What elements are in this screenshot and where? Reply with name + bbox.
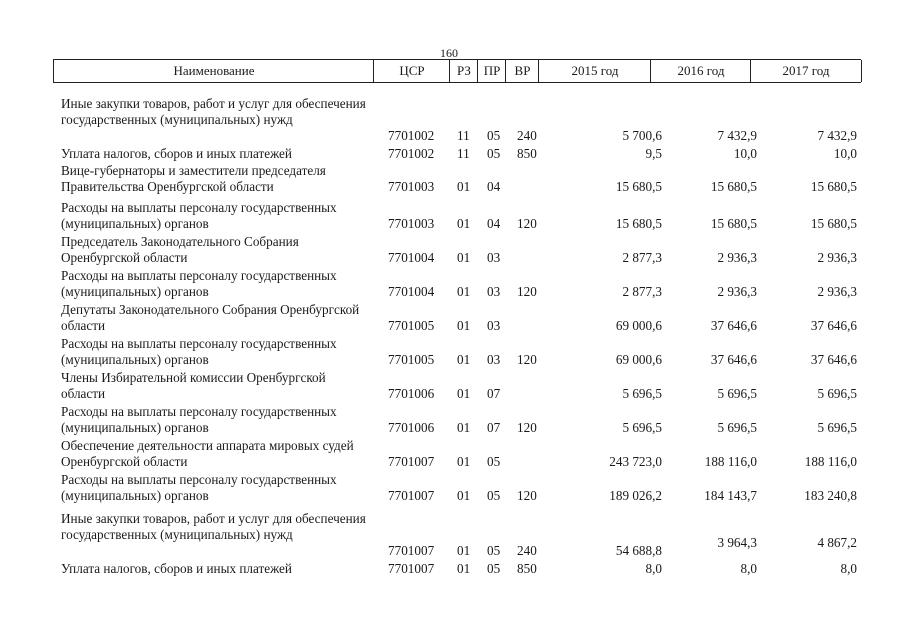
cell-csr: 7701005 [388, 318, 435, 333]
header-2016: 2016 год [650, 60, 751, 82]
cell-vr: 120 [517, 420, 537, 435]
cell-y2016: 2 936,3 [717, 284, 757, 299]
cell-y2016: 8,0 [740, 561, 757, 576]
table-row [0, 404, 905, 436]
cell-rz: 01 [457, 454, 471, 469]
cell-csr: 7701003 [388, 179, 435, 194]
cell-y2015: 2 877,3 [622, 284, 662, 299]
cell-rz: 01 [457, 386, 471, 401]
cell-rz: 11 [457, 146, 470, 161]
cell-pr: 07 [487, 386, 501, 401]
cell-vr: 120 [517, 284, 537, 299]
table-row [0, 511, 905, 559]
cell-rz: 01 [457, 543, 471, 558]
table-row [0, 472, 905, 504]
cell-y2017: 7 432,9 [817, 128, 857, 143]
cell-pr: 05 [487, 146, 501, 161]
cell-y2017: 188 116,0 [804, 454, 857, 469]
cell-y2016: 37 646,6 [710, 318, 757, 333]
table-row [0, 146, 905, 162]
row-name: Иные закупки товаров, работ и услуг для обеспечения государственных (муниципальных) нужд [61, 96, 366, 127]
row-name: Уплата налогов, сборов и иных платежей [61, 146, 292, 161]
cell-rz: 01 [457, 250, 471, 265]
cell-vr: 120 [517, 352, 537, 367]
cell-y2017: 2 936,3 [817, 284, 857, 299]
cell-y2015: 15 680,5 [615, 179, 662, 194]
cell-pr: 03 [487, 318, 501, 333]
cell-pr: 05 [487, 561, 501, 576]
cell-vr: 850 [517, 146, 537, 161]
cell-pr: 05 [487, 128, 501, 143]
cell-pr: 03 [487, 284, 501, 299]
table-row [0, 268, 905, 300]
cell-y2015: 189 026,2 [609, 488, 662, 503]
cell-pr: 03 [487, 250, 501, 265]
table-row [0, 336, 905, 368]
table-row [0, 370, 905, 402]
cell-y2017: 5 696,5 [817, 386, 857, 401]
cell-csr: 7701005 [388, 352, 435, 367]
cell-pr: 03 [487, 352, 501, 367]
cell-y2017: 8,0 [840, 561, 857, 576]
cell-y2016: 2 936,3 [717, 250, 757, 265]
cell-y2017: 183 240,8 [804, 488, 857, 503]
cell-rz: 01 [457, 284, 471, 299]
cell-csr: 7701003 [388, 216, 435, 231]
row-name: Расходы на выплаты персоналу государственных (муниципальных) органов [61, 336, 337, 367]
row-name: Расходы на выплаты персоналу государственных (муниципальных) органов [61, 472, 337, 503]
cell-y2017: 15 680,5 [810, 179, 857, 194]
cell-vr: 120 [517, 216, 537, 231]
cell-y2015: 5 696,5 [622, 386, 662, 401]
cell-rz: 11 [457, 128, 470, 143]
row-name: Вице-губернаторы и заместители председателя Правительства Оренбургской области [61, 163, 326, 194]
header-name: Наименование [53, 60, 374, 82]
row-name: Депутаты Законодательного Собрания Оренбургской области [61, 302, 360, 333]
table-row [0, 234, 905, 266]
cell-y2016: 37 646,6 [710, 352, 757, 367]
row-name: Расходы на выплаты персоналу государственных (муниципальных) органов [61, 268, 337, 299]
cell-pr: 05 [487, 543, 501, 558]
cell-y2017: 5 696,5 [817, 420, 857, 435]
row-name: Расходы на выплаты персоналу государственных (муниципальных) органов [61, 200, 337, 231]
cell-pr: 05 [487, 454, 501, 469]
cell-rz: 01 [457, 352, 471, 367]
cell-y2015: 2 877,3 [622, 250, 662, 265]
cell-y2016: 15 680,5 [710, 179, 757, 194]
cell-csr: 7701006 [388, 420, 435, 435]
cell-y2016: 5 696,5 [717, 386, 757, 401]
cell-rz: 01 [457, 561, 471, 576]
cell-y2016: 5 696,5 [717, 420, 757, 435]
cell-y2017: 37 646,6 [810, 352, 857, 367]
cell-csr: 7701004 [388, 284, 435, 299]
cell-y2015: 5 696,5 [622, 420, 662, 435]
row-name: Председатель Законодательного Собрания Оренбургской области [61, 234, 299, 265]
row-name: Иные закупки товаров, работ и услуг для обеспечения государственных (муниципальных) нужд [61, 511, 366, 542]
cell-y2016: 188 116,0 [704, 454, 757, 469]
cell-y2017: 37 646,6 [810, 318, 857, 333]
header-rz: РЗ [449, 60, 478, 82]
cell-y2017: 15 680,5 [810, 216, 857, 231]
header-2017: 2017 год [750, 60, 862, 82]
cell-rz: 01 [457, 216, 471, 231]
table-header [53, 59, 861, 83]
cell-y2016: 10,0 [733, 146, 757, 161]
cell-vr: 240 [517, 543, 537, 558]
cell-y2016: 184 143,7 [704, 488, 757, 503]
row-name: Расходы на выплаты персоналу государственных (муниципальных) органов [61, 404, 337, 435]
header-csr: ЦСР [373, 60, 450, 82]
cell-y2016: 7 432,9 [717, 128, 757, 143]
cell-rz: 01 [457, 318, 471, 333]
cell-rz: 01 [457, 179, 471, 194]
cell-csr: 7701007 [388, 454, 435, 469]
cell-pr: 04 [487, 179, 501, 194]
cell-pr: 05 [487, 488, 501, 503]
page-number: 160 [440, 46, 458, 60]
cell-csr: 7701002 [388, 146, 435, 161]
cell-pr: 07 [487, 420, 501, 435]
header-vr: ВР [505, 60, 539, 82]
header-2015: 2015 год [538, 60, 651, 82]
header-pr: ПР [477, 60, 506, 82]
cell-y2017: 10,0 [833, 146, 857, 161]
cell-csr: 7701007 [388, 561, 435, 576]
cell-y2016: 15 680,5 [710, 216, 757, 231]
row-name: Члены Избирательной комиссии Оренбургской области [61, 370, 326, 401]
cell-csr: 7701002 [388, 128, 435, 143]
cell-y2017: 4 867,2 [817, 535, 857, 550]
cell-y2017: 2 936,3 [817, 250, 857, 265]
cell-y2015: 15 680,5 [615, 216, 662, 231]
cell-y2015: 69 000,6 [615, 318, 662, 333]
cell-y2015: 9,5 [645, 146, 662, 161]
table-row [0, 561, 905, 577]
cell-y2015: 8,0 [645, 561, 662, 576]
cell-pr: 04 [487, 216, 501, 231]
cell-csr: 7701007 [388, 488, 435, 503]
row-name: Уплата налогов, сборов и иных платежей [61, 561, 292, 576]
cell-vr: 240 [517, 128, 537, 143]
table-row [0, 200, 905, 232]
cell-csr: 7701004 [388, 250, 435, 265]
cell-y2015: 69 000,6 [615, 352, 662, 367]
table-row [0, 302, 905, 334]
cell-rz: 01 [457, 488, 471, 503]
row-name: Обеспечение деятельности аппарата мировых судей Оренбургской области [61, 438, 354, 469]
cell-csr: 7701006 [388, 386, 435, 401]
cell-csr: 7701007 [388, 543, 435, 558]
cell-y2015: 5 700,6 [622, 128, 662, 143]
cell-vr: 120 [517, 488, 537, 503]
cell-y2015: 243 723,0 [609, 454, 662, 469]
cell-vr: 850 [517, 561, 537, 576]
table-row [0, 96, 905, 144]
cell-rz: 01 [457, 420, 471, 435]
table-row [0, 163, 905, 195]
table-row [0, 438, 905, 470]
cell-y2015: 54 688,8 [615, 543, 662, 558]
cell-y2016: 3 964,3 [717, 535, 757, 550]
